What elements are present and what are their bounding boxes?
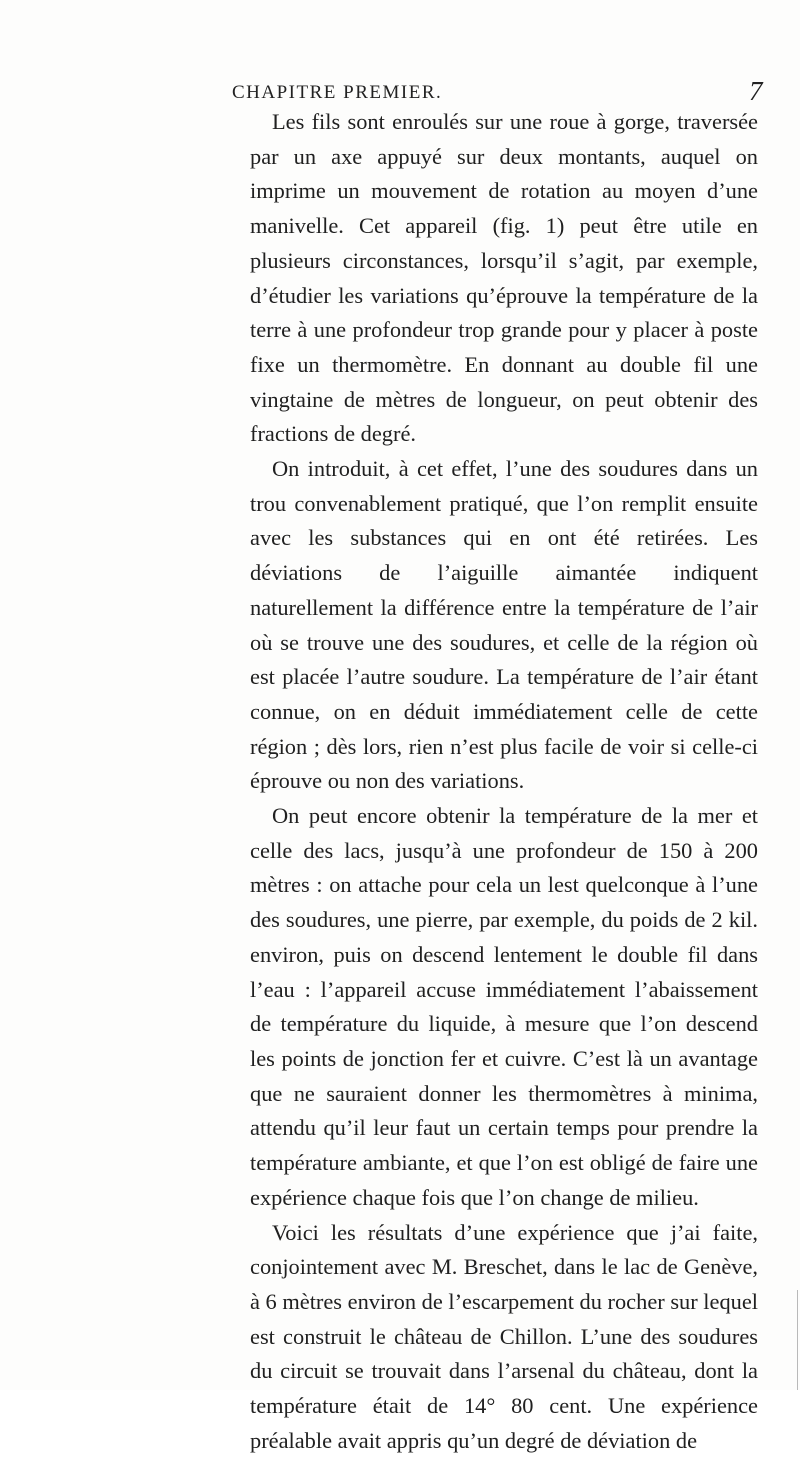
body-text [250, 105, 758, 1458]
paragraph: On introduit, à cet effet, l’une des soudures dans un trou convenablement pratiqué, que l’on remplit ensuite avec les substances qui en ont été retirées. Les déviations de l’aiguille aimantée indiquent naturellement la différence entre la température de l’air où se trouve une des soudures, et celle de la région où est placée l’autre soudure. La température de l’air étant connue, on en déduit immédiatement celle de cette région ; dès lors, rien n’est plus facile de voir si celle-ci éprouve ou non des variations. [250, 452, 758, 799]
page-number: 7 [749, 76, 763, 107]
paragraph: On peut encore obtenir la température de la mer et celle des lacs, jusqu’à une profondeur de 150 à 200 mètres : on attache pour cela un lest quelconque à l’une des soudures, une pierre, par exemple, du poids de 2 kil. environ, puis on descend lentement le double fil dans l’eau : l’appareil accuse immédiatement l’abaissement de température du liquide, à mesure que l’on descend les points de jonction fer et cuivre. C’est là un avantage que ne sauraient donner les thermomètres à minima, attendu qu’il leur faut un certain temps pour prendre la température ambiante, et que l’on est obligé de faire une expérience chaque fois que l’on change de milieu. [250, 799, 758, 1215]
paragraph: Voici les résultats d’une expérience que j’ai faite, conjointement avec M. Breschet, dans le lac de Genève, à 6 mètres environ de l’escarpement du rocher sur lequel est construit le château de Chillon. L’une des soudures du circuit se trouvait dans l’arsenal du château, dont la température était de 14° 80 cent. Une expérience préalable avait appris qu’un degré de déviation de [250, 1216, 758, 1458]
paragraph: Les fils sont enroulés sur une roue à gorge, traversée par un axe appuyé sur deux montants, auquel on imprime un mouvement de rotation au moyen d’une manivelle. Cet appareil (fig. 1) peut être utile en plusieurs circonstances, lorsqu’il s’agit, par exemple, d’étudier les variations qu’éprouve la température de la terre à une profondeur trop grande pour y placer à poste fixe un thermomètre. En donnant au double fil une vingtaine de mètres de longueur, on peut obtenir des fractions de degré. [250, 105, 758, 452]
running-head: CHAPITRE PREMIER. [232, 82, 512, 104]
page-edge-line [797, 1290, 798, 1390]
